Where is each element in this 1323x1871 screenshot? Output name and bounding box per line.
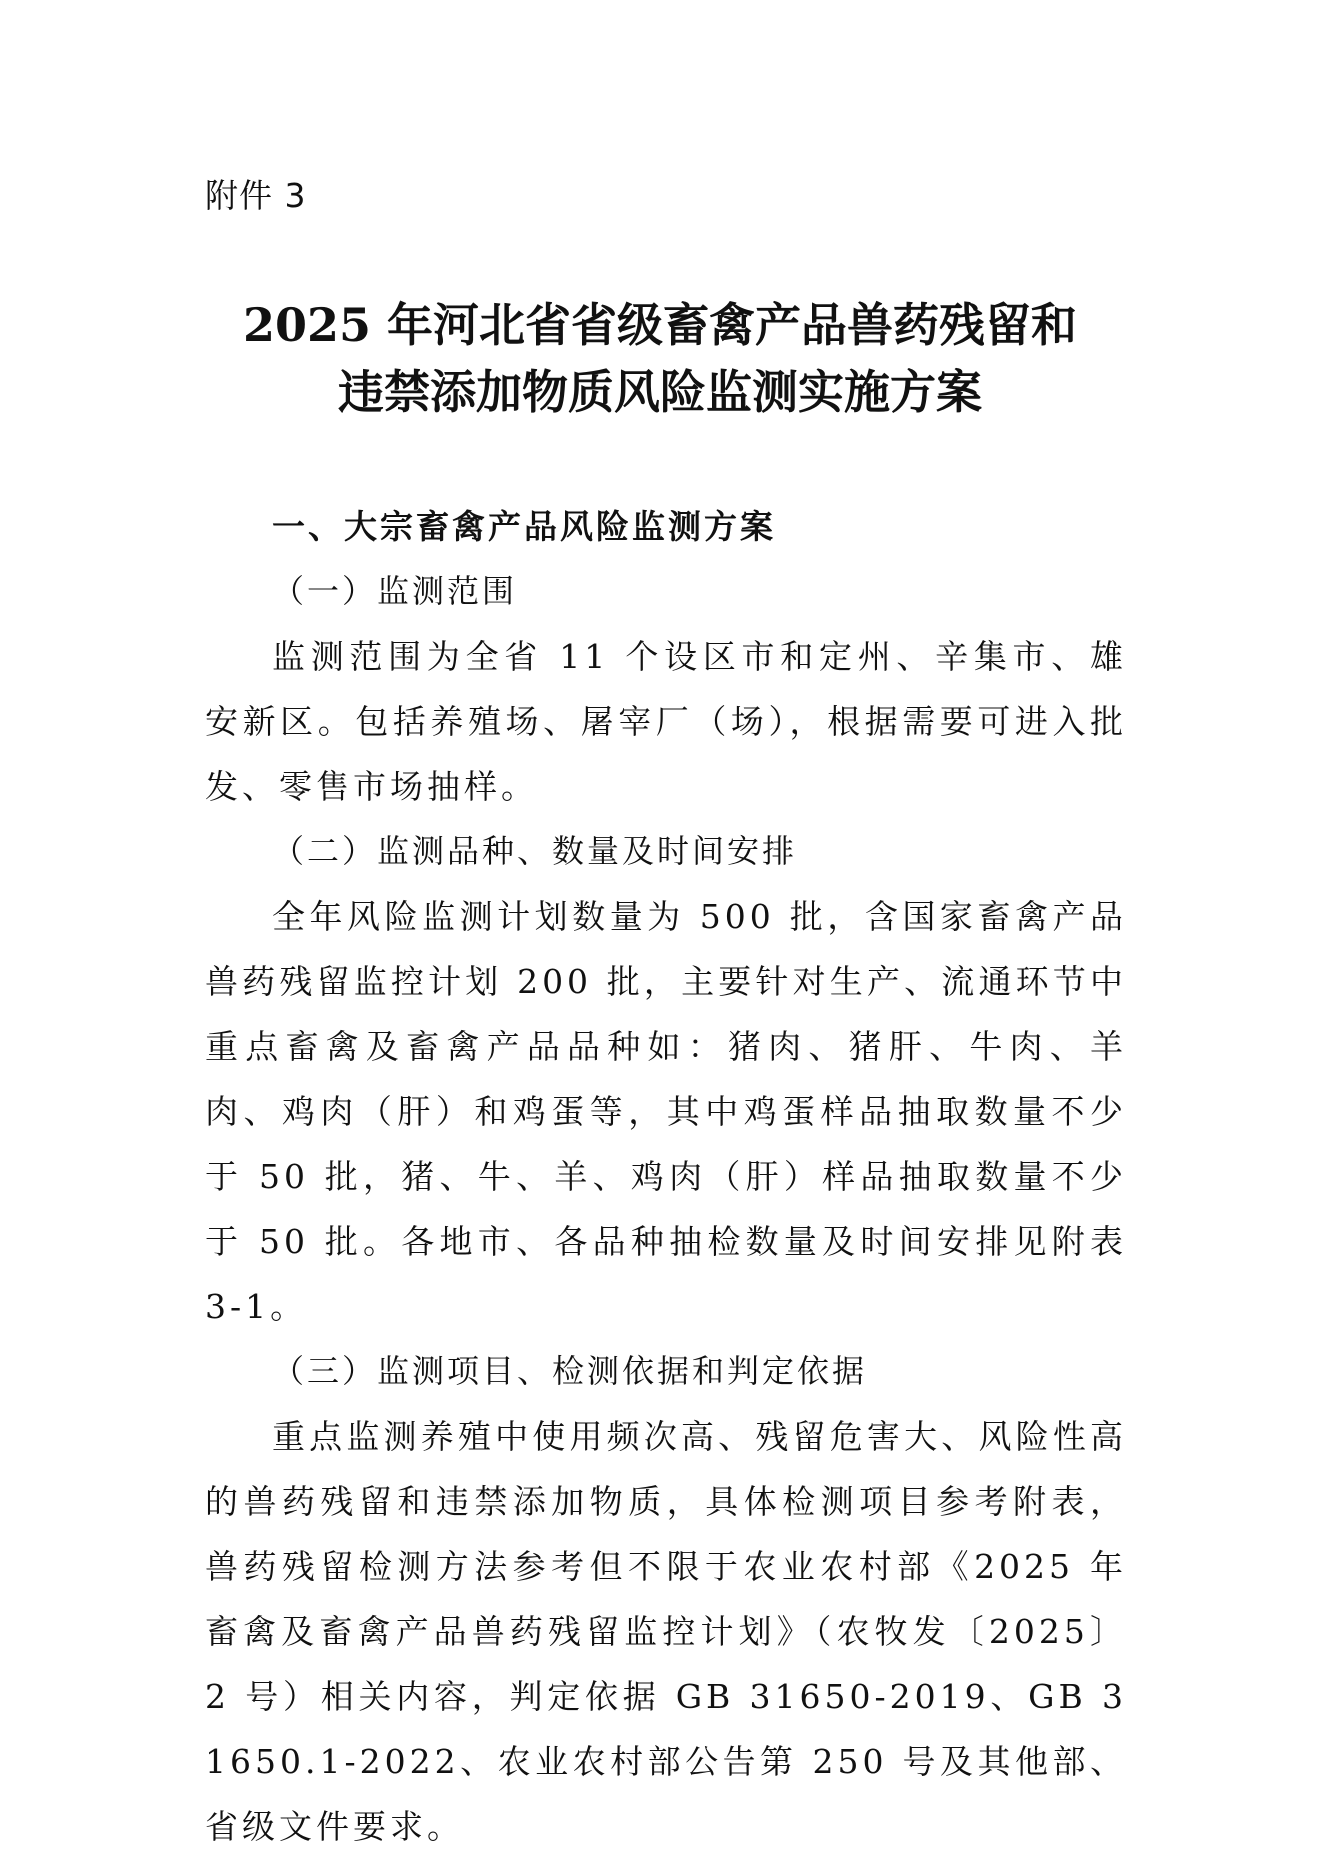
attachment-label: 附件 3	[205, 176, 307, 215]
title-line-1: 2025 年河北省省级畜禽产品兽药残留和	[242, 298, 1078, 352]
paragraph-monitoring-scope: 监测范围为全省 11 个设区市和定州、辛集市、雄安新区。包括养殖场、屠宰厂（场），根据需要可进入批发、零售市场抽样。	[205, 637, 1127, 806]
document-body	[205, 494, 1127, 1859]
paragraph-varieties-quantity: 全年风险监测计划数量为 500 批，含国家畜禽产品兽药残留监控计划 200 批，主要针对生产、流通环节中重点畜禽及畜禽产品品种如：猪肉、猪肝、牛肉、羊肉、鸡肉（肝）和鸡蛋等，其中鸡蛋样品抽取数量不少于 50 批，猪、牛、羊、鸡肉（肝）样品抽取数量不少于 50 批。各地市、各品种抽检数量及时间安排见附表 3-1。	[205, 897, 1127, 1326]
document-title	[200, 292, 1120, 426]
section-heading-1: 一、大宗畜禽产品风险监测方案	[272, 507, 776, 546]
title-line-2: 违禁添加物质风险监测实施方案	[338, 365, 982, 419]
subsection-heading-2: （二）监测品种、数量及时间安排	[272, 832, 798, 870]
subsection-heading-1: （一）监测范围	[272, 572, 518, 610]
paragraph-items-basis: 重点监测养殖中使用频次高、残留危害大、风险性高的兽药残留和违禁添加物质，具体检测项目参考附表，兽药残留检测方法参考但不限于农业农村部《2025 年畜禽及畜禽产品兽药残留监控计划》（农牧发〔2025〕2 号）相关内容，判定依据 GB 31650-2019、GB 31650.1-2022、农业农村部公告第 250 号及其他部、省级文件要求。	[205, 1417, 1127, 1846]
subsection-heading-3: （三）监测项目、检测依据和判定依据	[272, 1352, 868, 1390]
